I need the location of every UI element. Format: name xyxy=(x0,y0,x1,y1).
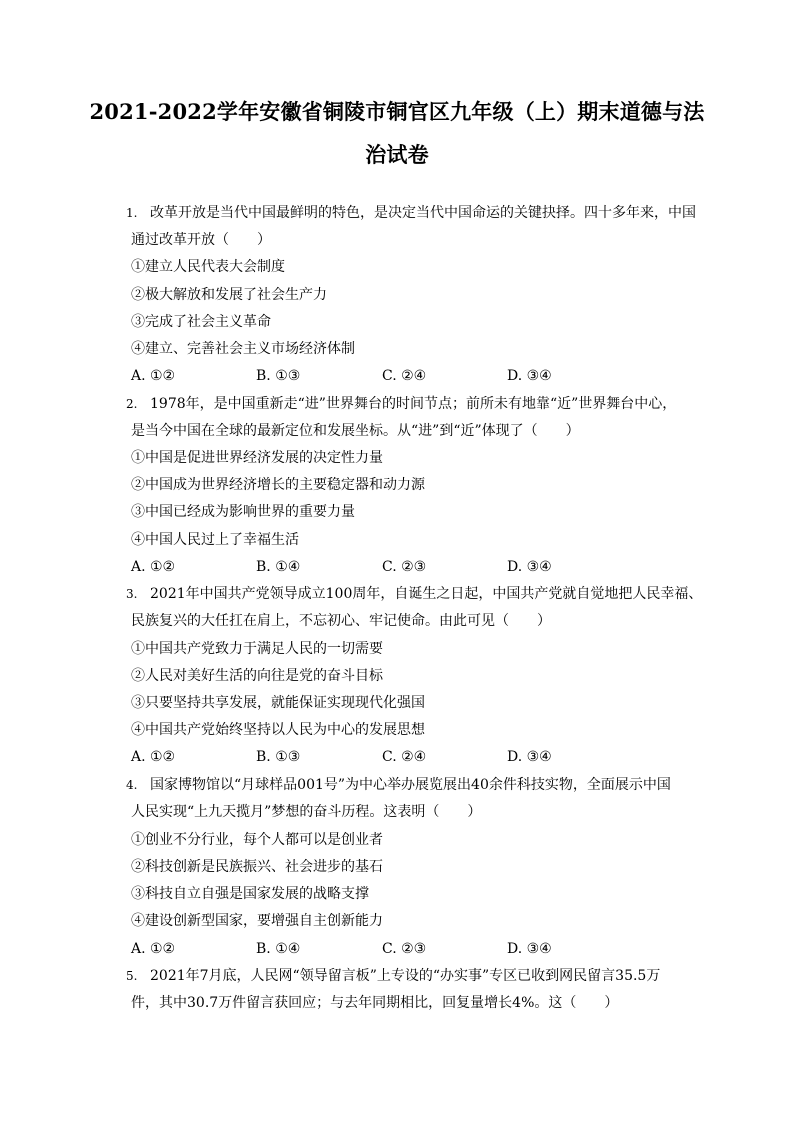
statement-item: ④中国共产党始终坚持以人民为中心的发展思想 xyxy=(131,722,425,738)
statement-item: ③只要坚持共享发展，就能保证实现现代化强国 xyxy=(131,695,425,711)
document-title-line-1: 2021-2022学年安徽省铜陵市铜官区九年级（上）期末道德与法 xyxy=(89,99,705,124)
answer-option-d: D. ③④ xyxy=(507,368,552,384)
question-stem-line: 民族复兴的大任扛在肩上，不忘初心、牢记使命。由此可见（ ） xyxy=(131,613,551,629)
question-number: 5. xyxy=(126,969,138,983)
answer-option-a: A. ①② xyxy=(131,749,176,765)
statement-item: ③科技自立自强是国家发展的战略支撑 xyxy=(131,886,369,902)
question-stem-line: 4. 国家博物馆以“月球样品001号”为中心举办展览展出40余件科技实物，全面展示中国 xyxy=(126,777,671,793)
answer-option-d: D. ③④ xyxy=(507,749,552,765)
answer-option-c: C. ②④ xyxy=(382,368,427,384)
question-number: 1. xyxy=(126,206,138,220)
question-stem-line: 1. 改革开放是当代中国最鲜明的特色，是决定当代中国命运的关键抉择。四十多年来，中国 xyxy=(126,205,696,221)
statement-item: ④中国人民过上了幸福生活 xyxy=(131,532,299,548)
question-stem-line: 件，其中30.7万件留言获回应；与去年同期相比，回复量增长4%。这（ ） xyxy=(131,995,619,1011)
question-number: 4. xyxy=(126,778,138,792)
question-number: 3. xyxy=(126,587,138,601)
statement-item: ①创业不分行业，每个人都可以是创业者 xyxy=(131,832,383,848)
statement-item: ①中国是促进世界经济发展的决定性力量 xyxy=(131,450,383,466)
answer-option-a: A. ①② xyxy=(131,559,176,575)
statement-item: ①中国共产党致力于满足人民的一切需要 xyxy=(131,641,383,657)
statement-item: ③中国已经成为影响世界的重要力量 xyxy=(131,504,355,520)
statement-item: ②中国成为世界经济增长的主要稳定器和动力源 xyxy=(131,477,425,493)
statement-item: ②人民对美好生活的向往是党的奋斗目标 xyxy=(131,668,383,684)
statement-item: ②科技创新是民族振兴、社会进步的基石 xyxy=(131,859,383,875)
answer-option-b: B. ①③ xyxy=(256,368,301,384)
question-stem-line: 人民实现“上九天揽月”梦想的奋斗历程。这表明（ ） xyxy=(131,804,482,820)
question-stem-line: 是当今中国在全球的最新定位和发展坐标。从“进”到“近”体现了（ ） xyxy=(131,423,580,439)
question-number: 2. xyxy=(126,397,138,411)
statement-item: ④建设创新型国家，要增强自主创新能力 xyxy=(131,913,383,929)
answer-option-c: C. ②③ xyxy=(382,941,427,957)
statement-item: ②极大解放和发展了社会生产力 xyxy=(131,287,327,303)
question-stem-line: 5. 2021年7月底，人民网“领导留言板”上专设的“办实事”专区已收到网民留言35.5万 xyxy=(126,968,661,984)
statement-item: ③完成了社会主义革命 xyxy=(131,314,271,330)
statement-item: ①建立人民代表大会制度 xyxy=(131,259,285,275)
answer-option-a: A. ①② xyxy=(131,941,176,957)
answer-option-d: D. ③④ xyxy=(507,941,552,957)
document-title-line-2: 治试卷 xyxy=(365,142,429,167)
answer-option-c: C. ②③ xyxy=(382,559,427,575)
question-stem-line: 通过改革开放（ ） xyxy=(131,232,271,248)
question-stem-line: 2. 1978年，是中国重新走“进”世界舞台的时间节点；前所未有地靠“近”世界舞台中心， xyxy=(126,396,677,412)
question-stem-line: 3. 2021年中国共产党领导成立100周年，自诞生之日起，中国共产党就自觉地把人民幸福、 xyxy=(126,586,703,602)
answer-option-b: B. ①③ xyxy=(256,749,301,765)
answer-option-b: B. ①④ xyxy=(256,941,301,957)
answer-option-c: C. ②④ xyxy=(382,749,427,765)
statement-item: ④建立、完善社会主义市场经济体制 xyxy=(131,341,355,357)
answer-option-a: A. ①② xyxy=(131,368,176,384)
answer-option-b: B. ①④ xyxy=(256,559,301,575)
answer-option-d: D. ③④ xyxy=(507,559,552,575)
